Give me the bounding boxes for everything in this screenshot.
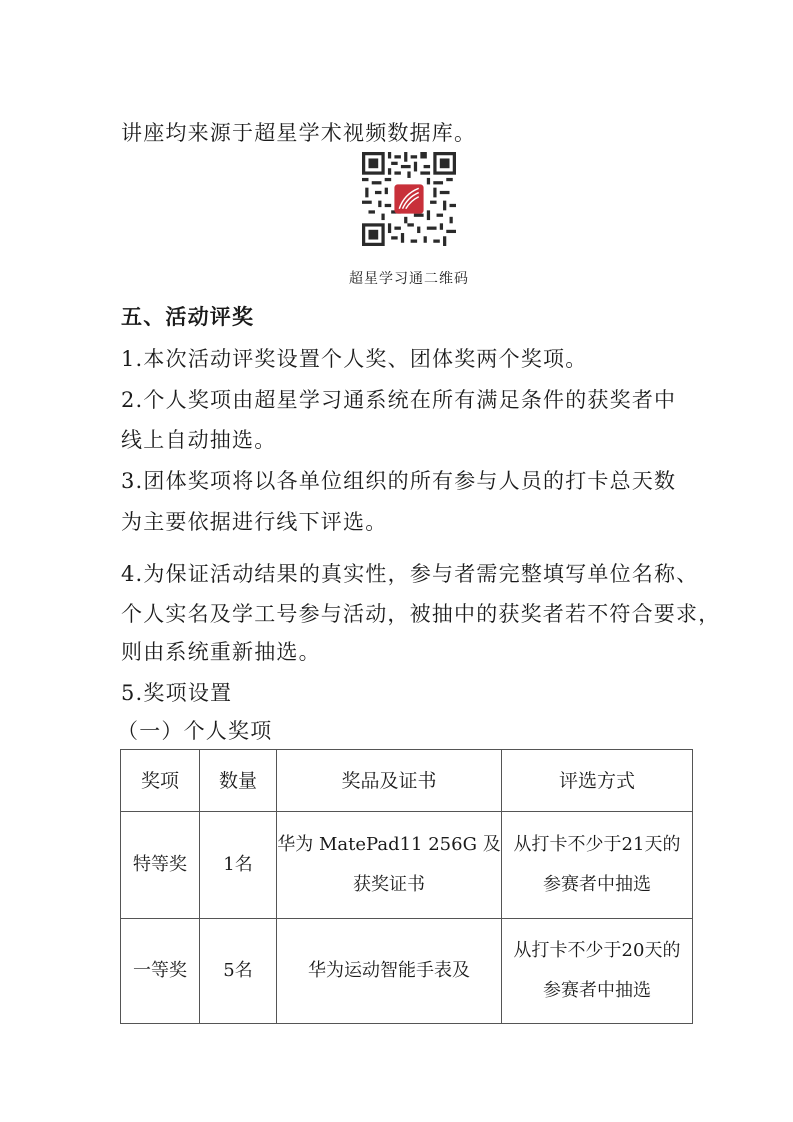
paragraph-line: 1.本次活动评奖设置个人奖、团体奖两个奖项。 xyxy=(121,347,588,371)
table-row xyxy=(121,812,693,919)
paragraph-line: 个人实名及学工号参与活动，被抽中的获奖者若不符合要求， xyxy=(121,602,721,626)
section-heading: 五、活动评奖 xyxy=(121,305,255,329)
table-header-row xyxy=(121,750,693,812)
prize-line: 华为运动智能手表及 xyxy=(308,960,470,981)
cell-method xyxy=(502,812,693,919)
cell-prize xyxy=(277,812,502,919)
qr-code xyxy=(362,152,456,246)
method-line: 参赛者中抽选 xyxy=(543,980,651,1001)
paragraph-line: 2.个人奖项由超星学习通系统在所有满足条件的获奖者中 xyxy=(121,388,677,412)
header-award: 奖项 xyxy=(121,750,200,812)
paragraph-line: 为主要依据进行线下评选。 xyxy=(121,510,388,534)
method-line: 参赛者中抽选 xyxy=(543,874,651,895)
paragraph-line: 3.团体奖项将以各单位组织的所有参与人员的打卡总天数 xyxy=(121,469,677,493)
cell-award: 一等奖 xyxy=(121,919,200,1024)
prize-line: 获奖证书 xyxy=(353,874,425,895)
prize-line: 华为 MatePad11 256G 及 xyxy=(277,834,501,855)
header-count: 数量 xyxy=(200,750,277,812)
paragraph-line: 线上自动抽选。 xyxy=(121,428,277,452)
table-row xyxy=(121,919,693,1024)
intro-text: 讲座均来源于超星学术视频数据库。 xyxy=(121,121,477,145)
header-method: 评选方式 xyxy=(502,750,693,812)
qr-caption: 超星学习通二维码 xyxy=(349,271,469,287)
header-prize: 奖品及证书 xyxy=(277,750,502,812)
subsection-heading: （一）个人奖项 xyxy=(117,719,273,743)
cell-prize xyxy=(277,919,502,1024)
cell-count: 1名 xyxy=(200,812,277,919)
prize-table xyxy=(120,749,693,1024)
method-line: 从打卡不少于21天的 xyxy=(513,834,681,855)
paragraph-line: 5.奖项设置 xyxy=(121,681,233,705)
chaoxing-logo-icon xyxy=(394,184,423,213)
cell-count: 5名 xyxy=(200,919,277,1024)
paragraph-line: 4.为保证活动结果的真实性，参与者需完整填写单位名称、 xyxy=(121,562,699,586)
cell-award: 特等奖 xyxy=(121,812,200,919)
method-line: 从打卡不少于20天的 xyxy=(513,940,681,961)
paragraph-line: 则由系统重新抽选。 xyxy=(121,640,321,664)
cell-method xyxy=(502,919,693,1024)
